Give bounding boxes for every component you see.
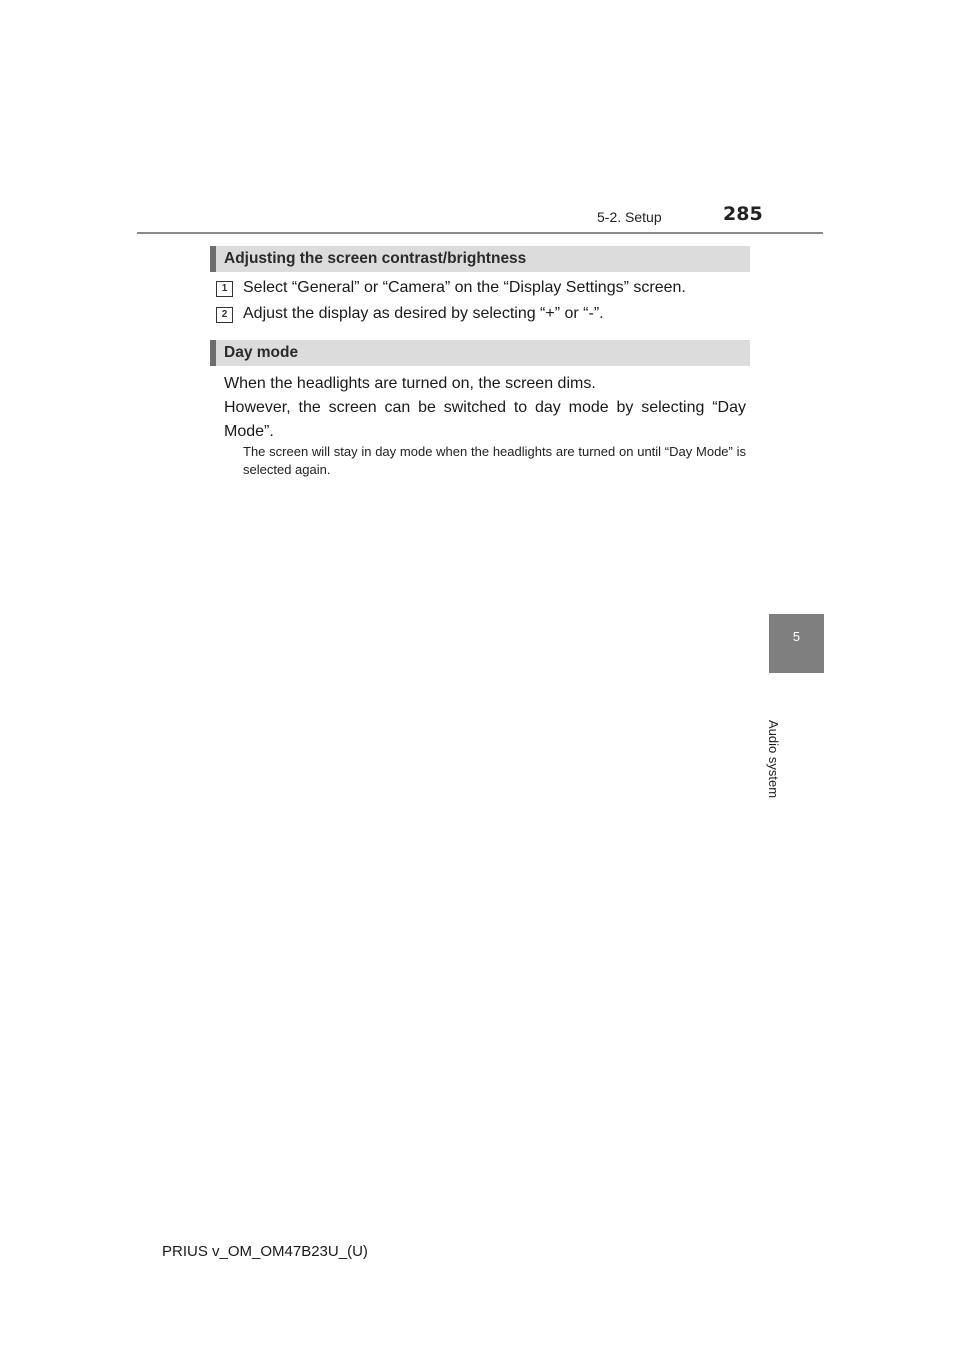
section-heading-contrast	[210, 246, 750, 272]
step-text-2: Adjust the display as desired by selecting “+” or “-”.	[243, 305, 604, 322]
section-heading-text: Day mode	[224, 344, 299, 361]
step-text-1: Select “General” or “Camera” on the “Display Settings” screen.	[243, 279, 686, 296]
chapter-number: 5	[792, 629, 801, 644]
page-number: 285	[723, 203, 763, 225]
header-rule	[137, 232, 823, 234]
section-heading-text: Adjusting the screen contrast/brightness	[224, 250, 527, 267]
footer-doc-id: PRIUS v_OM_OM47B23U_(U)	[162, 1243, 368, 1260]
body-line-1: When the headlights are turned on, the screen dims.	[224, 375, 596, 392]
day-mode-note: The screen will stay in day mode when the headlights are turned on until “Day Mode” is selected again.	[243, 444, 746, 477]
section-label: 5-2. Setup	[597, 209, 662, 225]
chapter-name: Audio system	[766, 720, 781, 799]
step-number-2: 2	[216, 307, 233, 323]
step-number-1: 1	[216, 281, 233, 297]
section-heading-day-mode	[210, 340, 750, 366]
body-line-2: However, the screen can be switched to day mode by selecting “Day Mode”.	[224, 399, 746, 440]
day-mode-body	[224, 372, 746, 444]
